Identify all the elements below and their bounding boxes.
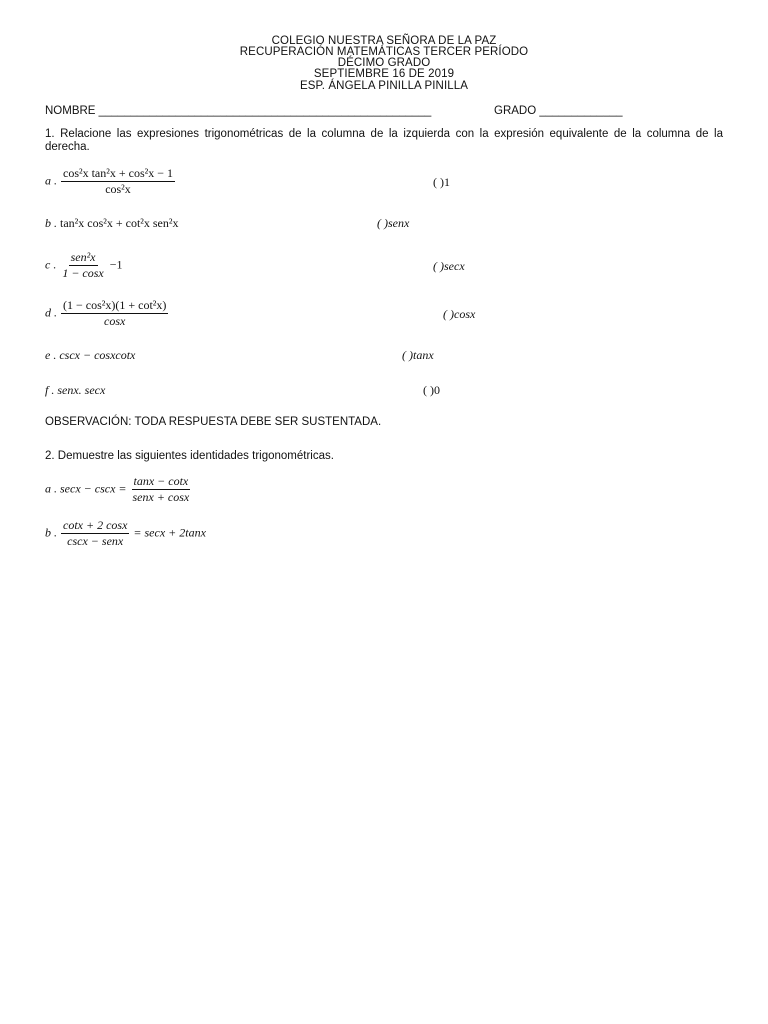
exam-date: SEPTIEMBRE 16 DE 2019 <box>313 68 455 80</box>
q1-item-a-denominator: cos²x <box>105 182 131 196</box>
q1-item-d <box>45 299 169 328</box>
q1-item-d-fraction <box>61 299 168 328</box>
q2-item-a-numerator: tanx − cotx <box>133 474 189 488</box>
q1-item-c-label: c . <box>45 257 57 272</box>
q1-item-f-expression: senx. secx <box>57 383 106 397</box>
q1-item-d-denominator: cosx <box>104 314 126 328</box>
q1-answer-4: ( )cosx <box>443 307 476 321</box>
q1-item-e-label: e . <box>45 348 57 362</box>
q1-item-e-expression: cscx − cosxcotx <box>59 348 136 362</box>
q1-item-c-fraction <box>60 251 105 280</box>
q1-item-a <box>45 167 176 196</box>
q2-item-b <box>45 519 206 548</box>
q2-item-b-label: b . <box>45 525 57 540</box>
q1-answer-3: ( )secx <box>433 259 465 273</box>
q1-item-b <box>45 216 178 230</box>
q2-item-a <box>45 475 192 504</box>
q1-item-c-expression: −1 <box>109 257 123 272</box>
q1-item-a-fraction <box>61 167 175 196</box>
q1-item-b-label: b . <box>45 216 57 230</box>
q2-item-b-numerator: cotx + 2 cosx <box>63 518 128 532</box>
q1-answer-6: ( )0 <box>423 383 440 397</box>
q1-item-c-denominator: 1 − cosx <box>62 266 104 280</box>
q1-item-f <box>45 383 105 397</box>
grade-field-label: GRADO _____________ <box>494 105 623 117</box>
q1-answer-2: ( )senx <box>377 216 410 230</box>
q2-item-b-rhs: = secx + 2tanx <box>133 525 206 540</box>
observation-note: OBSERVACIÓN: TODA RESPUESTA DEBE SER SUSTENTADA. <box>45 416 382 428</box>
teacher-name: ESP. ÁNGELA PINILLA PINILLA <box>299 80 469 92</box>
q1-item-b-expression: tan²x cos²x + cot²x sen²x <box>60 216 179 230</box>
q1-answer-5: ( )tanx <box>402 348 434 362</box>
question-1-statement: 1. Relacione las expresiones trigonométricas de la columna de la izquierda con la expresión equivalente de la columna de la derecha. <box>45 128 723 153</box>
exam-title: RECUPERACIÓN MATEMÁTICAS TERCER PERÍODO <box>239 46 529 58</box>
question-2-statement: 2. Demuestre las siguientes identidades trigonométricas. <box>45 450 334 462</box>
q1-item-a-label: a . <box>45 173 57 188</box>
q2-item-b-fraction <box>61 519 129 548</box>
grade-level: DÉCIMO GRADO <box>337 57 431 69</box>
q1-item-d-numerator: (1 − cos²x)(1 + cot²x) <box>63 298 167 312</box>
q2-item-a-fraction <box>131 475 192 504</box>
q2-item-a-lhs: secx − cscx = <box>60 481 127 496</box>
school-name: COLEGIO NUESTRA SEÑORA DE LA PAZ <box>271 35 497 47</box>
q1-item-e <box>45 348 135 362</box>
q2-item-b-denominator: cscx − senx <box>67 534 124 548</box>
q1-item-f-label: f . <box>45 383 55 397</box>
q2-item-a-label: a . <box>45 481 57 496</box>
q1-item-c <box>45 251 123 280</box>
q1-item-d-label: d . <box>45 305 57 320</box>
q2-item-a-denominator: senx + cosx <box>132 490 190 504</box>
q1-item-a-numerator: cos²x tan²x + cos²x − 1 <box>63 166 173 180</box>
name-field-label: NOMBRE ____________________________________________________ <box>45 105 432 117</box>
q1-answer-1: ( )1 <box>433 175 450 189</box>
q1-item-c-numerator: sen²x <box>70 250 96 264</box>
